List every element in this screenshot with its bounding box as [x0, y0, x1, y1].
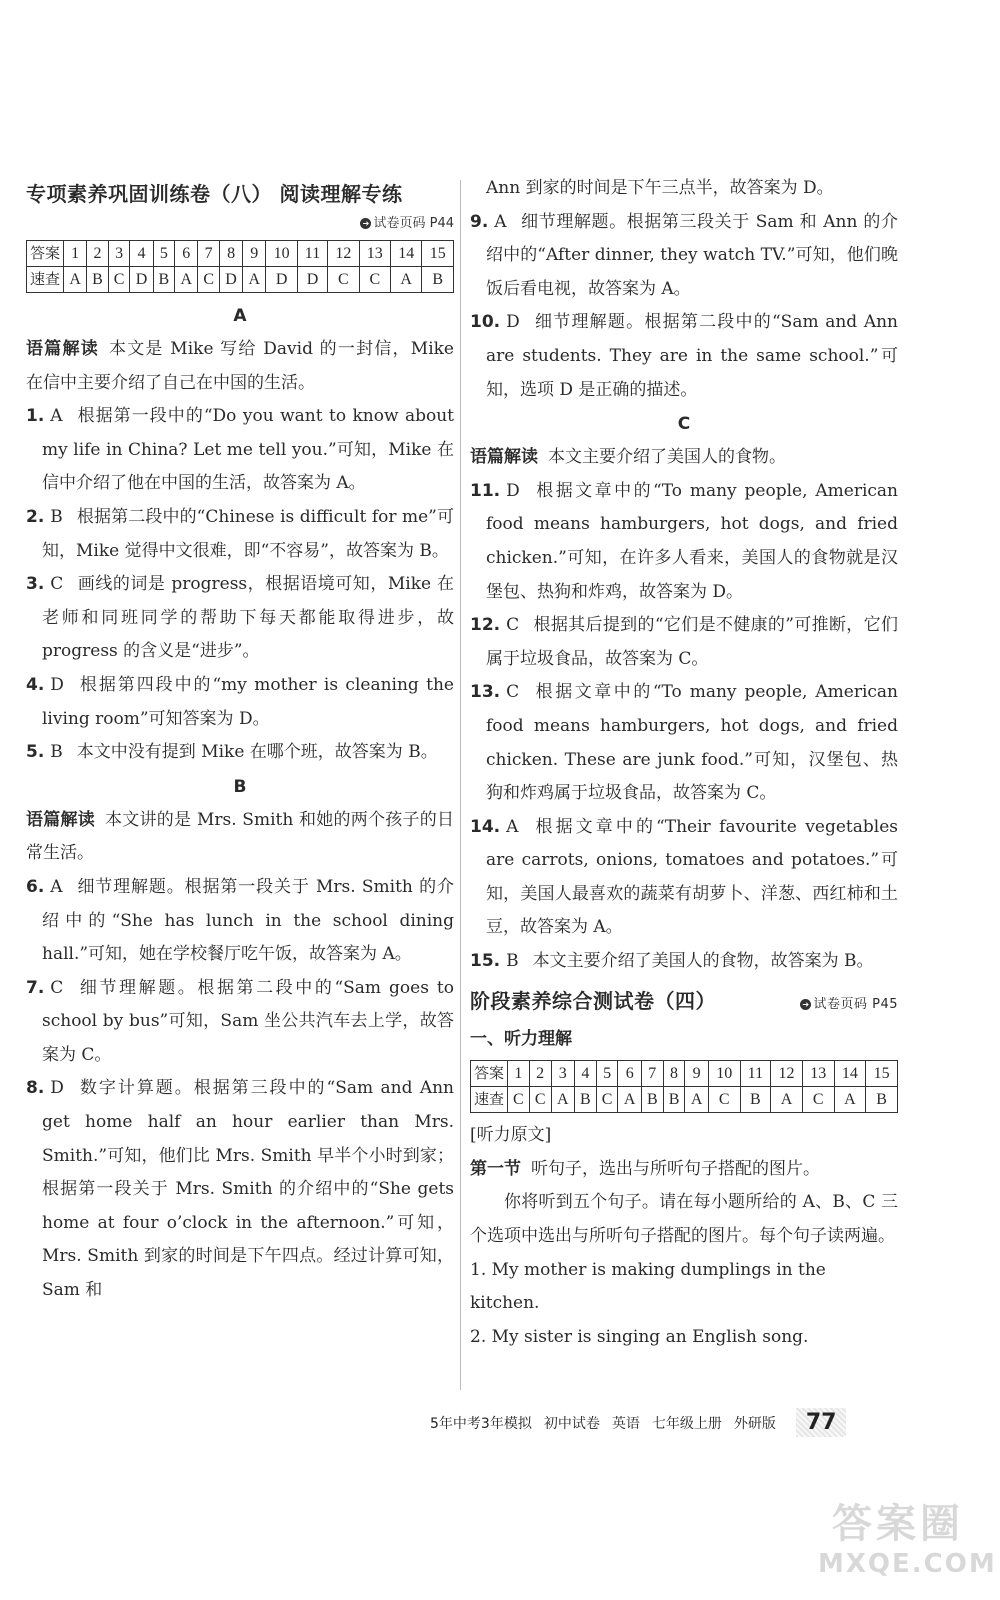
part-heading: 一、听力理解: [470, 1028, 572, 1049]
table-header: 速查: [471, 1087, 508, 1113]
question-number-cell: 5: [596, 1061, 618, 1087]
item-answer: D: [506, 480, 520, 501]
answer-item: [470, 306, 898, 407]
table-header: 答案: [471, 1061, 508, 1087]
answer-cell: C: [359, 267, 390, 293]
summary-label: 语篇解读: [26, 809, 96, 830]
answer-item: [26, 972, 454, 1073]
question-number-cell: 11: [297, 241, 327, 267]
passage-letter: C: [677, 414, 691, 435]
answer-cell: B: [87, 267, 109, 293]
answer-item: [470, 206, 898, 307]
answer-cell: B: [740, 1087, 771, 1113]
answer-cell: A: [618, 1087, 641, 1113]
watermark-text: MXQE.COM: [818, 1549, 997, 1579]
arrow-right-icon: ➔: [802, 999, 810, 1009]
item-number: 5.: [26, 742, 45, 763]
question-number-cell: 2: [529, 1061, 551, 1087]
answer-cell: B: [663, 1087, 685, 1113]
answer-item: [470, 676, 898, 810]
item-explanation: 根据其后提到的“它们是不健康的”可推断，它们属于垃圾食品，故答案为 C。: [486, 615, 898, 669]
table-header: 答案: [27, 241, 64, 267]
item-explanation: 根据第四段中的“my mother is cleaning the living room”可知答案为 D。: [42, 674, 454, 729]
page-number: 77: [796, 1408, 847, 1437]
question-number-cell: 8: [219, 241, 242, 267]
item-number: 3.: [26, 574, 45, 595]
left-column: [26, 172, 454, 1308]
item-number: 15.: [470, 951, 501, 972]
question-number-cell: 10: [266, 241, 297, 267]
passage-summary: 语篇解读 本文主要介绍了美国人的食物。: [470, 447, 786, 468]
answer-cell: D: [130, 267, 153, 293]
item-number: 7.: [26, 977, 45, 998]
item-explanation: 根据第一段中的“Do you want to know about my life in China? Let me tell you.”可知，Mike 在信中介绍了他在中国的生活，故答案为 A。: [42, 406, 454, 494]
answer-cell: C: [529, 1087, 551, 1113]
item-answer: D: [50, 1078, 64, 1099]
item-answer: B: [506, 951, 519, 972]
item-answer: A: [494, 211, 507, 232]
item-explanation: 画线的词是 progress，根据语境可知，Mike 在老师和同班同学的帮助下每天都能取得进步，故 progress 的含义是“进步”。: [42, 574, 454, 662]
item-number: 10.: [470, 312, 501, 333]
question-number-cell: 3: [551, 1061, 574, 1087]
answer-item: [26, 736, 454, 770]
question-number-cell: 6: [618, 1061, 641, 1087]
section-instruction: 第一节 听句子，选出与所听句子搭配的图片。: [470, 1158, 820, 1179]
answer-item: [26, 400, 454, 501]
question-number-cell: 6: [175, 241, 198, 267]
question-number-cell: 9: [243, 241, 266, 267]
item-explanation: 细节理解题。根据第二段中的“Sam and Ann are students. They are in the same school.”可知，选项 D 是正确的描述。: [486, 312, 898, 400]
item-explanation: 细节理解题。根据第三段关于 Sam 和 Ann 的介绍中的“After dinner, they watch TV.”可知，他们晚饭后看电视，故答案为 A。: [486, 211, 898, 299]
section-label: 第一节: [470, 1158, 521, 1179]
passage-summary: 语篇解读 本文讲的是 Mrs. Smith 和她的两个孩子的日常生活。: [26, 809, 454, 864]
question-number-cell: 4: [574, 1061, 596, 1087]
item-number: 4.: [26, 674, 45, 695]
question-number-cell: 3: [108, 241, 130, 267]
summary-label: 语篇解读: [26, 339, 99, 359]
page-footer: [430, 1408, 910, 1437]
answer-cell: A: [551, 1087, 574, 1113]
transcript-sentence: 1. My mother is making dumplings in the kitchen.: [470, 1259, 826, 1314]
watermark-logo: 答案圈: [832, 1501, 964, 1547]
answer-cell: D: [297, 267, 327, 293]
continued-text: Ann 到家的时间是下午三点半，故答案为 D。: [486, 178, 834, 198]
transcript-label: [听力原文]: [470, 1125, 552, 1146]
question-number-cell: 13: [802, 1061, 834, 1087]
column-divider: [460, 180, 461, 1390]
answer-cell: A: [771, 1087, 803, 1113]
answer-table: [470, 1060, 898, 1113]
answer-cell: C: [802, 1087, 834, 1113]
passage-letter: A: [233, 306, 247, 326]
item-answer: A: [506, 816, 519, 837]
passage-summary: 语篇解读 本文是 Mike 写给 David 的一封信，Mike 在信中主要介绍了自己在中国的生活。: [26, 339, 454, 393]
answer-item: [470, 811, 898, 945]
arrow-right-icon: ➔: [360, 218, 371, 229]
item-explanation: 根据文章中的“Their favourite vegetables are carrots, onions, tomatoes and potatoes.”可知，美国人最喜欢的蔬菜有胡萝卜、洋葱、西红柿和土豆，故答案为 A。: [486, 816, 898, 938]
answer-item: [26, 568, 454, 669]
item-explanation: 根据文章中的“To many people, American food means hamburgers, hot dogs, and fried chicken.”可知，在许多人看来，美国人的食物就是汉堡包、热狗和炸鸡，故答案为 D。: [486, 480, 898, 602]
item-answer: D: [506, 312, 520, 333]
answer-cell: B: [153, 267, 175, 293]
passage-letter: B: [233, 776, 247, 797]
answer-item: [26, 669, 454, 736]
question-number-cell: 1: [508, 1061, 530, 1087]
answer-cell: C: [708, 1087, 740, 1113]
answer-cell: C: [596, 1087, 618, 1113]
item-number: 14.: [470, 816, 501, 837]
page-reference: ➔ 试卷页码 P45: [802, 996, 898, 1012]
watermark: [818, 1500, 997, 1590]
question-number-cell: 1: [64, 241, 87, 267]
answer-cell: C: [198, 267, 220, 293]
answer-cell: A: [391, 267, 422, 293]
answer-cell: B: [866, 1087, 898, 1113]
answer-cell: C: [108, 267, 130, 293]
answer-item: [26, 1072, 454, 1307]
grade: 七年级上册: [651, 1415, 722, 1432]
item-number: 6.: [26, 876, 45, 897]
item-answer: A: [50, 876, 63, 897]
answer-cell: A: [64, 267, 87, 293]
section-title: 专项素养巩固训练卷（八） 阅读理解专练: [26, 182, 403, 206]
question-number-cell: 14: [834, 1061, 866, 1087]
item-number: 13.: [470, 682, 501, 703]
answer-item: [26, 501, 454, 568]
answer-item: [470, 945, 898, 979]
item-answer: C: [50, 977, 64, 998]
answer-cell: C: [508, 1087, 530, 1113]
question-number-cell: 4: [130, 241, 153, 267]
answer-cell: B: [641, 1087, 663, 1113]
edition: 外研版: [733, 1415, 776, 1432]
item-explanation: 本文主要介绍了美国人的食物，故答案为 B。: [532, 951, 874, 972]
question-number-cell: 13: [359, 241, 390, 267]
question-number-cell: 12: [328, 241, 359, 267]
answer-item: [470, 475, 898, 609]
item-explanation: 本文中没有提到 Mike 在哪个班，故答案为 B。: [76, 742, 438, 763]
item-answer: D: [50, 674, 64, 695]
subject: 英语: [611, 1415, 640, 1432]
question-number-cell: 15: [422, 241, 454, 267]
page-reference: ➔ 试卷页码 P44: [26, 212, 454, 236]
item-number: 12.: [470, 615, 501, 636]
item-answer: A: [50, 406, 63, 427]
right-column: [470, 172, 898, 1354]
question-number-cell: 10: [708, 1061, 740, 1087]
item-number: 8.: [26, 1078, 45, 1099]
item-answer: C: [506, 615, 520, 636]
question-number-cell: 12: [771, 1061, 803, 1087]
item-explanation: 根据第二段中的“Chinese is difficult for me”可知，Mike 觉得中文很难，即“不容易”，故答案为 B。: [42, 506, 454, 561]
test-title: 阶段素养综合测试卷（四） ➔ 试卷页码 P45: [470, 983, 898, 1023]
question-number-cell: 15: [866, 1061, 898, 1087]
summary-label: 语篇解读: [470, 447, 538, 468]
table-header: 速查: [27, 267, 64, 293]
answer-cell: C: [328, 267, 359, 293]
item-explanation: 细节理解题。根据第二段中的“Sam goes to school by bus”可知，Sam 坐公共汽车去上学，故答案为 C。: [42, 977, 454, 1065]
book-type: 初中试卷: [543, 1415, 600, 1432]
answer-cell: A: [175, 267, 198, 293]
answer-item: [470, 609, 898, 676]
transcript-sentence: 2. My sister is singing an English song.: [470, 1326, 809, 1347]
series-name: 5年中考3年模拟: [430, 1415, 532, 1432]
answer-cell: D: [266, 267, 297, 293]
item-number: 2.: [26, 506, 45, 527]
item-answer: C: [50, 574, 64, 595]
item-number: 11.: [470, 480, 501, 501]
question-number-cell: 7: [641, 1061, 663, 1087]
answer-cell: A: [834, 1087, 866, 1113]
question-number-cell: 14: [391, 241, 422, 267]
instructions: 你将听到五个句子。请在每小题所给的 A、B、C 三个选项中选出与所听句子搭配的图片。每个句子读两遍。: [470, 1192, 898, 1247]
answer-cell: A: [243, 267, 266, 293]
answer-table: [26, 240, 454, 293]
question-number-cell: 2: [87, 241, 109, 267]
item-answer: C: [506, 682, 520, 703]
item-explanation: 数字计算题。根据第三段中的“Sam and Ann get home half an hour earlier than Mrs. Smith.”可知，他们比 Mrs. Smith 早半个小时到家；根据第一段关于 Mrs. Smith 的介绍中的“She gets home at four o’clock in the afternoon.”可知，Mrs. Smith 到家的时间是下午四点。经过计算可知，Sam 和: [42, 1078, 454, 1301]
question-number-cell: 5: [153, 241, 175, 267]
item-number: 9.: [470, 211, 489, 232]
question-number-cell: 8: [663, 1061, 685, 1087]
answer-cell: A: [685, 1087, 708, 1113]
item-explanation: 细节理解题。根据第一段关于 Mrs. Smith 的介绍中的“She has lunch in the school dining hall.”可知，她在学校餐厅吃午饭，故答案为 A。: [42, 876, 454, 965]
answer-cell: B: [574, 1087, 596, 1113]
item-answer: B: [50, 742, 63, 763]
question-number-cell: 11: [740, 1061, 771, 1087]
item-explanation: 根据文章中的“To many people, American food means hamburgers, hot dogs, and fried chicken. These are junk food.”可知，汉堡包、热狗和炸鸡属于垃圾食品，故答案为 C。: [486, 682, 898, 804]
question-number-cell: 7: [198, 241, 220, 267]
answer-item: [26, 871, 454, 972]
answer-cell: D: [219, 267, 242, 293]
answer-cell: B: [422, 267, 454, 293]
item-number: 1.: [26, 406, 45, 427]
question-number-cell: 9: [685, 1061, 708, 1087]
item-answer: B: [50, 506, 63, 527]
